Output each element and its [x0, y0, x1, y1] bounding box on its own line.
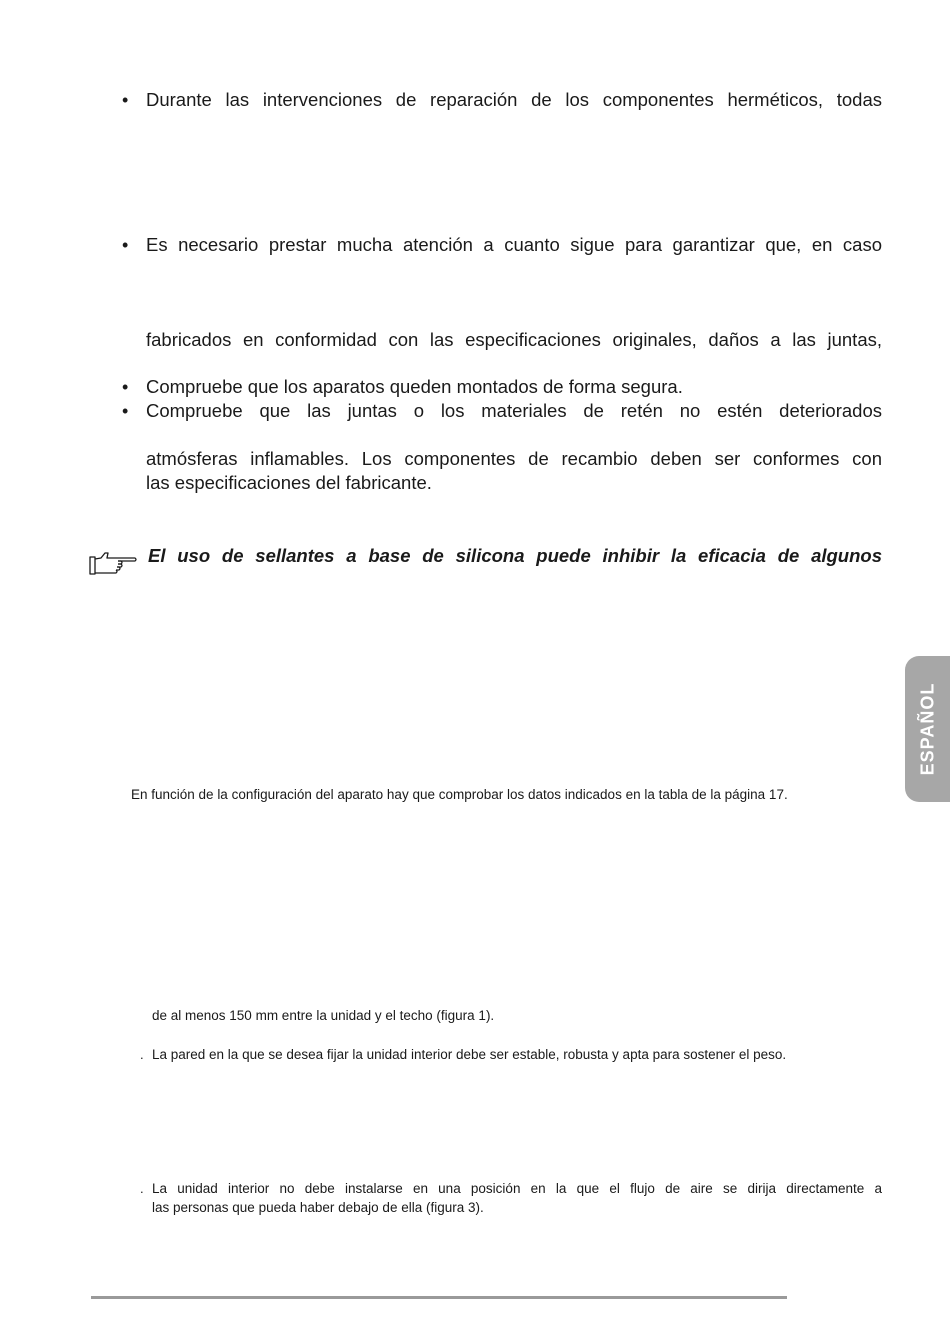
install-text-airflow: La unidad interior no debe instalarse en una posición en la que el flujo de aire se dirija directamente a: [152, 1181, 882, 1196]
bullet-marker: •: [122, 90, 129, 110]
bullet-continuation-specs: fabricados en conformidad con las especificaciones originales, daños a las juntas,: [146, 329, 882, 350]
install-continuation-ceiling: de al menos 150 mm entre la unidad y el techo (figura 1).: [152, 1008, 495, 1023]
bullet-text-hermetic-repair: Durante las intervenciones de reparación de los componentes herméticos, todas: [146, 89, 882, 110]
list-marker: .: [140, 1181, 144, 1196]
bullet-marker: •: [122, 401, 129, 421]
bullet-text-attention: Es necesario prestar mucha atención a cuanto sigue para garantizar que, en caso: [146, 234, 882, 255]
pointing-hand-icon: [88, 549, 138, 577]
bullet-marker: •: [122, 235, 129, 255]
silicone-note: El uso de sellantes a base de silicona puede inhibir la eficacia de algunos: [148, 545, 882, 566]
bullet-continuation-manufacturer: las especificaciones del fabricante.: [146, 472, 432, 493]
bullet-continuation-atmospheres: atmósferas inflamables. Los componentes de recambio deben ser conformes con: [146, 448, 882, 469]
footer-rule: [91, 1296, 787, 1299]
bullet-text-seals: Compruebe que las juntas o los materiales de retén no estén deteriorados: [146, 400, 882, 421]
list-marker: .: [140, 1047, 144, 1062]
bullet-text-mounted: Compruebe que los aparatos queden montados de forma segura.: [146, 376, 683, 397]
config-note: En función de la configuración del aparato hay que comprobar los datos indicados en la tabla de la página 17.: [131, 787, 788, 802]
install-continuation-people: las personas que pueda haber debajo de ella (figura 3).: [152, 1200, 484, 1215]
bullet-marker: •: [122, 377, 129, 397]
language-tab: [905, 656, 950, 802]
install-text-wall: La pared en la que se desea fijar la unidad interior debe ser estable, robusta y apta para sostener el peso.: [152, 1047, 787, 1062]
language-tab-label: ESPAÑOL: [917, 682, 937, 776]
